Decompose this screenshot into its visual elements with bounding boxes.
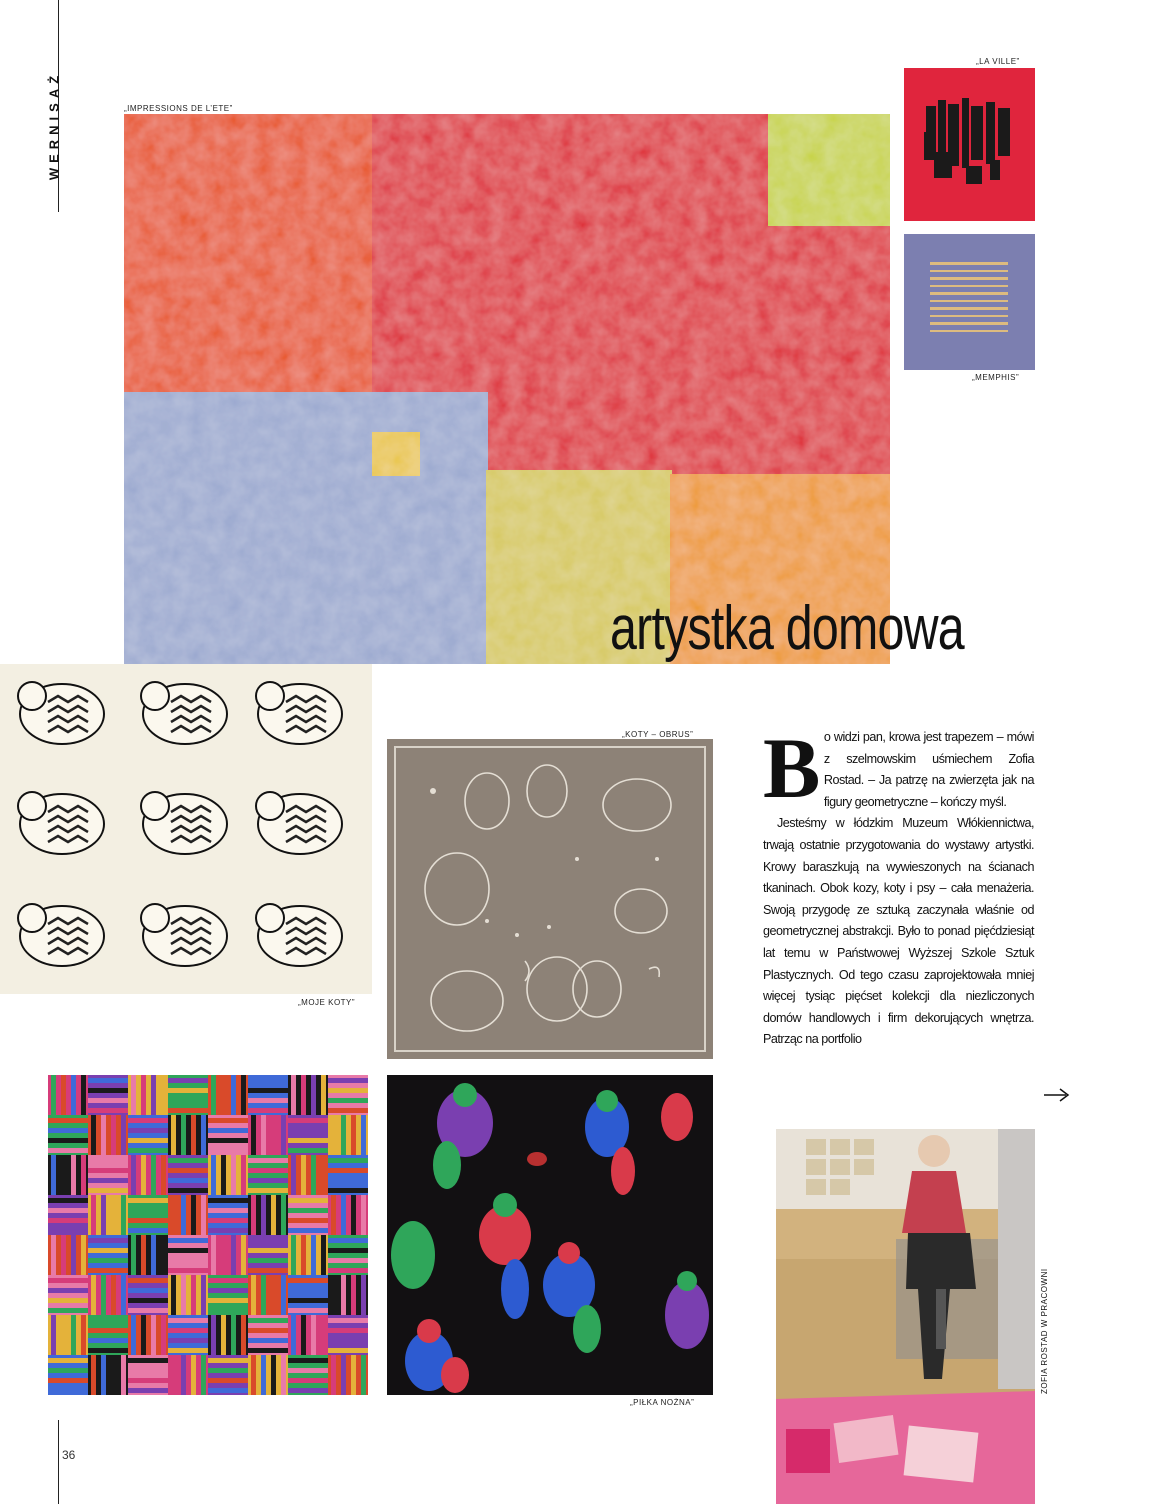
caption-memphis: „MEMPHIS”: [972, 373, 1020, 382]
textile-koty-obrus: [387, 739, 713, 1059]
caption-koty-obrus: „KOTY – OBRUS”: [622, 730, 694, 739]
textile-la-ville: [904, 68, 1035, 221]
caption-impressions: „IMPRESSIONS DE L’ETE”: [124, 104, 233, 113]
textile-stripes: [48, 1075, 372, 1395]
article-paragraph-2: Jesteśmy w łódzkim Muzeum Włókiennictwa, trwają ostatnie przygotowania do wystawy artystki. Krowy baraszkują na wywieszonych na ścianach tkaninach. Obok kozy, koty i psy – cała menażeria. Swoją przygodę ze sztuką zaczynała właśnie od geometrycznej abstrakcji. Było to ponad pięćdziesiąt lat temu w Państwowej Wyższej Szkole Sztuk Plastycznych. Od tego czasu zaprojektowała mniej więcej tysiąc pięćset kolekcji dla niezliczonych domów handlowych i firm dekorujących wnętrza. Patrząc na portfolio: [763, 816, 1034, 1047]
drop-cap: B: [763, 720, 820, 816]
bottom-left-rule: [58, 1420, 59, 1504]
caption-pilka-nozna: „PIŁKA NOŻNA”: [630, 1398, 695, 1407]
caption-la-ville: „LA VILLE”: [976, 57, 1020, 66]
article-body: [763, 720, 1034, 1051]
article-paragraph-1: Bo widzi pan, krowa jest trapezem – mówi z szelmowskim uśmiechem Zofia Rostad. – Ja patrzę na zwierzęta jak na figury geometryczne – kończy myśl.: [763, 720, 1034, 816]
photo-artist-in-studio: [776, 1129, 1035, 1504]
article-title: artystka domowa: [610, 594, 964, 663]
arrow-right-icon: [1044, 1086, 1070, 1104]
caption-portrait: ZOFIA ROSTAD W PRACOWNI: [1040, 1268, 1049, 1394]
textile-moje-koty: [0, 664, 372, 994]
painting-impressions-de-lete: [124, 114, 890, 664]
textile-memphis: [904, 234, 1035, 370]
textile-pilka-nozna: [387, 1075, 713, 1395]
caption-moje-koty: „MOJE KOTY”: [298, 998, 356, 1007]
section-label: WERNISAŻ: [46, 70, 62, 181]
page-number: 36: [62, 1448, 76, 1462]
